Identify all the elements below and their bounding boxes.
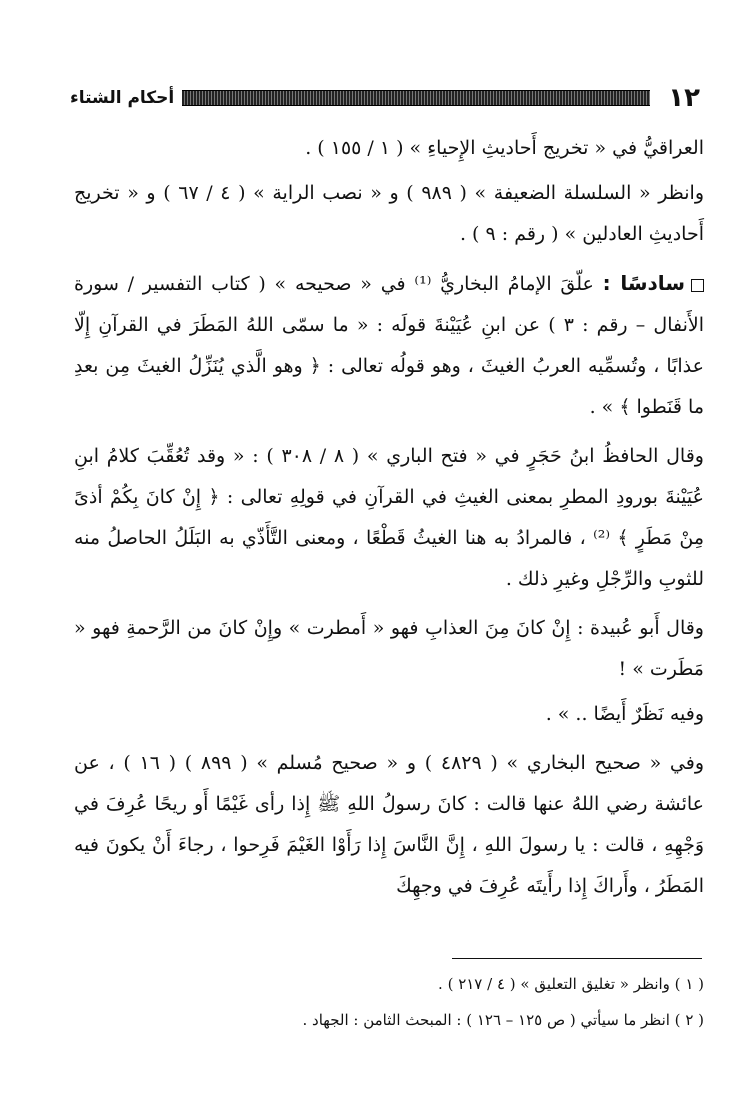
paragraph-3-text: علّقَ الإمامُ البخاريُّ ⁽¹⁾ في « صحيحه » ( كتاب التفسير / سورة الأَنفال – رقم : ٣ ) عن ابنِ عُيَيْنةَ قولَه : « ما سمّى اللهُ المَطَرَ في القرآنِ إِلّا عذابًا ، وتُسمِّيه العربُ الغيثَ ، وهو قولُه تعالى : ﴿ وهو الَّذي يُنَزِّلُ الغيثَ مِن بعدِ ما قَنَطوا ﴾ » . [74,273,704,418]
paragraph-6: وفيه نَظَرٌ أَيضًا .. » . [545,703,704,725]
paragraph-7: وفي « صحيح البخاري » ( ٤٨٢٩ ) و « صحيح مُسلم » ( ٨٩٩ ) ( ١٦ ) ، عن عائشة رضي اللهُ عنها قالت : كانَ رسولُ اللهِ ﷺ إِذا رأى غَيْمًا أَو ريحًا عُرِفَ في وَجْهِهِ ، قالت : يا رسولَ اللهِ ، إِنَّ النَّاسَ إِذا رَأَوْا الغَيْمَ فَرِحوا ، رجاءَ أَنْ يكونَ فيه المَطَرُ ، وأَراكَ إِذا رأَيتَه عُرِفَ في وجهِكَ [74,752,704,897]
paragraph-sixth [74,263,704,428]
main-text [74,128,704,915]
paragraph-2: وانظر « السلسلة الضعيفة » ( ٩٨٩ ) و « نصب الراية » ( ٤ / ٦٧ ) و « تخريج أَحاديثِ العادلين » ( رقم : ٩ ) . [74,182,705,245]
page-number: ١٢ [668,83,700,113]
paragraph-4: وقال الحافظُ ابنُ حَجَرٍ في « فتح الباري » ( ٨ / ٣٠٨ ) : « وقد تُعُقِّبَ كلامُ ابنِ عُيَيْنةَ بورودِ المطرِ بمعنى الغيثِ في القرآنِ في قولِهِ تعالى : ﴿ إِنْ كانَ بِكُمْ أذىً مِنْ مَطَرٍ ﴾ ⁽²⁾ ، فالمرادُ به هنا الغيثُ قَطْعًا ، ومعنى التَّأَذّي به البَلَلُ الحاصلُ منه للثوبِ والرِّجْلِ وغيرِ ذلك . [74,445,704,590]
paragraph-1: العراقيُّ في « تخريج أَحاديثِ الإِحياءِ » ( ١ / ١٥٥ ) . [305,137,704,159]
footnote-1: ( ١ ) وانظر « تغليق التعليق » ( ٤ / ٢١٧ ) . [438,975,704,993]
header-rule [182,90,650,106]
footnote-separator [452,958,702,959]
square-bullet-icon [691,279,704,292]
paragraph-5: وقال أَبو عُبيدة : إِنْ كانَ مِنَ العذابِ فهو « أَمطرت » وإِنْ كانَ من الرَّحمةِ فهو « مَطَرت » ! [74,617,704,680]
page-header [70,80,700,116]
running-title: أحكام الشتاء [70,88,175,108]
footnotes [74,966,704,1038]
footnote-2: ( ٢ ) انظر ما سيأتي ( ص ١٢٥ – ١٢٦ ) : المبحث الثامن : الجهاد . [302,1011,704,1029]
section-label-sixth: سادسًا : [602,271,685,295]
